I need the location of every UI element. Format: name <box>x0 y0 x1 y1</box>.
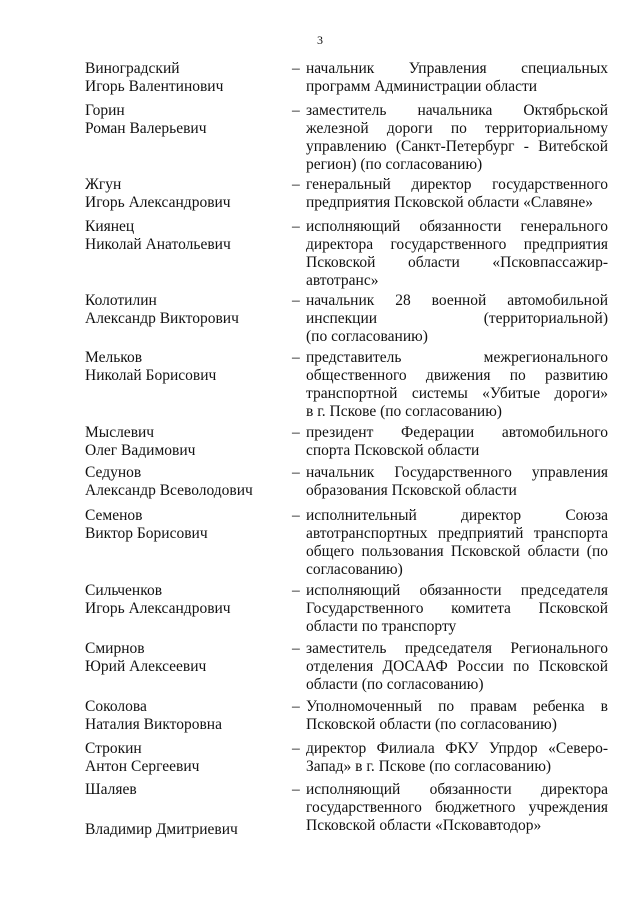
surname: Шаляев <box>85 781 137 798</box>
position-line: (по согласованию) <box>306 328 428 345</box>
member-position <box>306 781 608 835</box>
dash-separator: – <box>292 218 300 235</box>
member-position <box>306 60 608 96</box>
position-line: общего пользования Псковской области (по <box>306 543 608 560</box>
given-name: Игорь Валентинович <box>85 78 224 95</box>
position-line: железной дороги по территориальному <box>306 120 608 137</box>
position-line: Запад» в г. Пскове (по согласованию) <box>306 758 552 775</box>
position-line: в г. Пскове (по согласованию) <box>306 403 502 420</box>
position-line: области (по согласованию) <box>306 676 484 693</box>
dash-separator: – <box>292 781 300 798</box>
member-name <box>85 640 285 676</box>
surname: Седунов <box>85 464 142 481</box>
given-name: Юрий Алексеевич <box>85 658 207 675</box>
member-position <box>306 698 608 734</box>
given-name: Виктор Борисович <box>85 525 208 542</box>
dash-separator: – <box>292 640 300 657</box>
dash-separator: – <box>292 424 300 441</box>
position-line: управлению (Санкт-Петербург - Витебской <box>306 138 608 155</box>
position-line: транспортной системы «Убитые дороги» <box>306 385 608 402</box>
position-line: исполняющий обязанности директора <box>306 781 608 798</box>
member-position <box>306 292 608 346</box>
surname: Мельков <box>85 349 143 366</box>
given-name: Александр Викторович <box>85 310 239 327</box>
surname: Мыслевич <box>85 424 155 441</box>
given-name: Антон Сергеевич <box>85 758 200 775</box>
position-line: директор Филиала ФКУ Упрдор «Северо- <box>306 740 608 757</box>
given-name: Николай Борисович <box>85 367 217 384</box>
position-line: исполняющий обязанности генерального <box>306 218 608 235</box>
surname: Смирнов <box>85 640 145 657</box>
dash-separator: – <box>292 698 300 715</box>
member-name <box>85 781 285 839</box>
position-line: заместитель начальника Октябрьской <box>306 102 608 119</box>
dash-separator: – <box>292 176 300 193</box>
given-name: Александр Всеволодович <box>85 482 253 499</box>
member-name <box>85 218 285 254</box>
surname: Соколова <box>85 698 147 715</box>
member-name <box>85 60 285 96</box>
position-line: начальник 28 военной автомобильной <box>306 292 608 309</box>
position-line: исполняющий обязанности председателя <box>306 582 608 599</box>
position-line: согласованию) <box>306 561 403 578</box>
given-name: Игорь Александрович <box>85 194 231 211</box>
page-number: 3 <box>317 33 323 47</box>
surname: Семенов <box>85 507 143 524</box>
member-position <box>306 464 608 500</box>
position-line: заместитель председателя Регионального <box>306 640 608 657</box>
given-name: Роман Валерьевич <box>85 120 207 137</box>
dash-separator: – <box>292 60 300 77</box>
position-line: представитель межрегионального <box>306 349 608 366</box>
member-position <box>306 507 608 579</box>
position-line: регион) (по согласованию) <box>306 156 483 173</box>
position-line: генеральный директор государственного <box>306 176 608 193</box>
dash-separator: – <box>292 740 300 757</box>
dash-separator: – <box>292 102 300 119</box>
dash-separator: – <box>292 507 300 524</box>
member-position <box>306 582 608 636</box>
position-line: Псковской области «Псковпассажир- <box>306 254 608 271</box>
dash-separator: – <box>292 349 300 366</box>
member-position <box>306 740 608 776</box>
position-line: Псковской области «Псковавтодор» <box>306 817 542 834</box>
surname: Горин <box>85 102 125 119</box>
member-name <box>85 424 285 460</box>
member-name <box>85 740 285 776</box>
position-line: государственного бюджетного учреждения <box>306 799 608 816</box>
position-line: исполнительный директор Союза <box>306 507 608 524</box>
position-line: Уполномоченный по правам ребенка в <box>306 698 608 715</box>
member-name <box>85 507 285 543</box>
position-line: образования Псковской области <box>306 482 517 499</box>
surname: Виноградский <box>85 60 180 77</box>
member-name <box>85 349 285 385</box>
position-line: Псковской области (по согласованию) <box>306 716 557 733</box>
position-line: общественного движения по развитию <box>306 367 608 384</box>
position-line: предприятия Псковской области «Славяне» <box>306 194 594 211</box>
position-line: президент Федерации автомобильного <box>306 424 608 441</box>
member-position <box>306 424 608 460</box>
position-line: Государственного комитета Псковской <box>306 600 608 617</box>
member-name <box>85 292 285 328</box>
given-name: Наталия Викторовна <box>85 716 222 733</box>
position-line: инспекции (территориальной) <box>306 310 608 327</box>
dash-separator: – <box>292 582 300 599</box>
member-name <box>85 176 285 212</box>
member-position <box>306 102 608 174</box>
given-name: Николай Анатольевич <box>85 236 231 253</box>
surname: Колотилин <box>85 292 157 309</box>
position-line: директора государственного предприятия <box>306 236 608 253</box>
position-line: начальник Управления специальных <box>306 60 608 77</box>
surname: Жгун <box>85 176 122 193</box>
surname: Строкин <box>85 740 142 757</box>
position-line: программ Администрации области <box>306 78 538 95</box>
member-position <box>306 176 608 212</box>
position-line: автотранс» <box>306 272 379 289</box>
given-name: Игорь Александрович <box>85 600 231 617</box>
member-name <box>85 102 285 138</box>
position-line: начальник Государственного управления <box>306 464 608 481</box>
member-position <box>306 218 608 290</box>
given-name: Владимир Дмитриевич <box>85 821 238 838</box>
position-line: отделения ДОСААФ России по Псковской <box>306 658 608 675</box>
surname: Сильченков <box>85 582 163 599</box>
member-name <box>85 464 285 500</box>
position-line: спорта Псковской области <box>306 442 480 459</box>
position-line: автотранспортных предприятий транспорта <box>306 525 608 542</box>
member-position <box>306 349 608 421</box>
dash-separator: – <box>292 464 300 481</box>
position-line: области по транспорту <box>306 618 457 635</box>
dash-separator: – <box>292 292 300 309</box>
member-name <box>85 698 285 734</box>
surname: Киянец <box>85 218 135 235</box>
given-name: Олег Вадимович <box>85 442 196 459</box>
member-position <box>306 640 608 694</box>
member-name <box>85 582 285 618</box>
